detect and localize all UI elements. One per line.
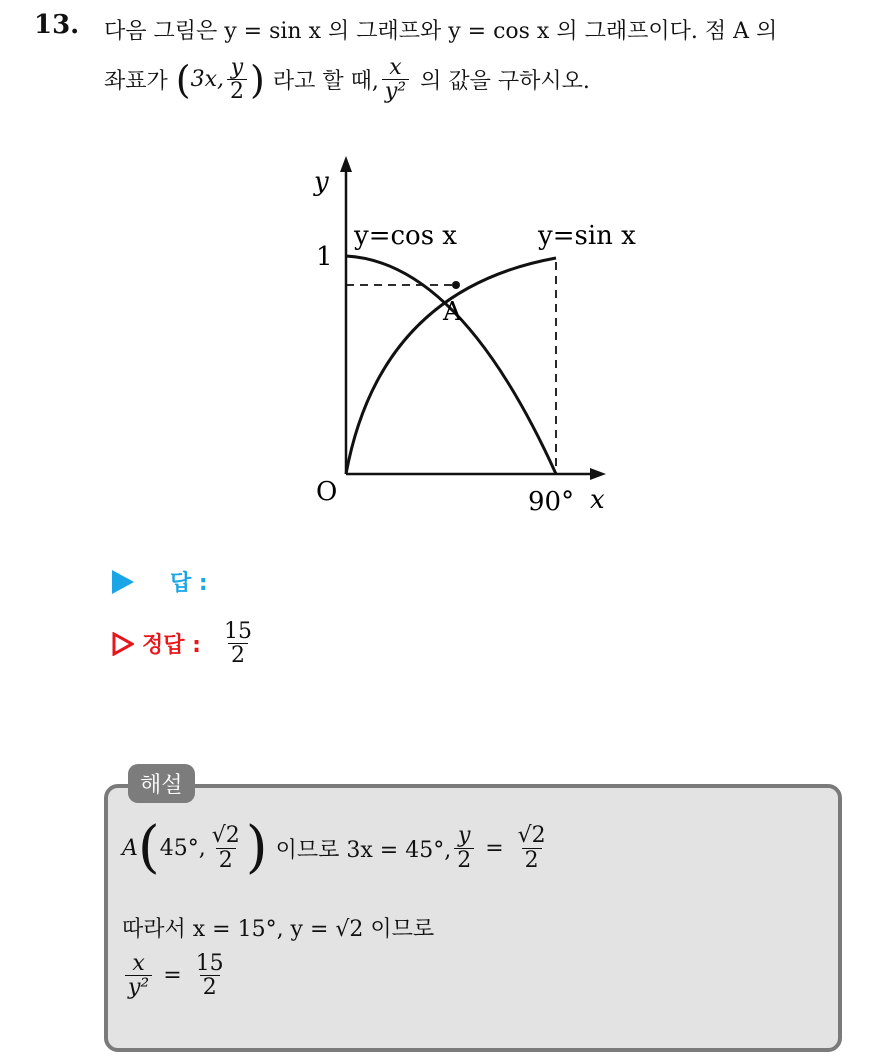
origin-label: O <box>316 477 338 507</box>
open-paren: ( <box>175 57 191 102</box>
coord-x: 3x, <box>190 67 224 93</box>
sol-open-paren: ( <box>137 815 160 880</box>
x-axis-arrow <box>590 468 606 480</box>
sol-y-num: y <box>457 823 471 849</box>
sol-point-a: A <box>122 835 138 861</box>
sol-final-rhs <box>193 952 227 999</box>
ratio-den: y² <box>382 79 409 103</box>
point-a-label: A <box>443 297 462 327</box>
sol-final-lhs-den: y² <box>125 975 152 999</box>
y-axis-arrow <box>340 156 352 172</box>
answer-label: 답 : <box>170 571 208 596</box>
coord-y-num: y <box>230 55 244 80</box>
close-paren: ) <box>250 57 265 102</box>
sin-curve <box>346 258 556 474</box>
sol-root-fraction <box>209 824 243 871</box>
one-label: 1 <box>316 242 333 272</box>
sol-line1-text: 이므로 3x = 45°, <box>275 837 452 863</box>
sol-rhs-num: √2 <box>517 823 546 849</box>
question-suffix: 의 값을 구하시오. <box>420 69 590 95</box>
solution-tab: 해설 <box>128 764 195 803</box>
solution-line-2: 따라서 x = 15°, y = √2 이므로 <box>122 917 435 942</box>
sin-label: y=sin x <box>538 221 636 251</box>
sol-final-rhs-den: 2 <box>200 975 220 999</box>
sol-y-den: 2 <box>454 848 474 872</box>
point-a-marker <box>452 281 460 289</box>
question-prefix: 좌표가 <box>104 69 168 95</box>
sol-equals-2: = <box>163 963 182 989</box>
correct-answer-label: 정답 : <box>142 633 201 659</box>
sol-final-rhs-num: 15 <box>195 951 224 976</box>
ratio-num: x <box>389 55 402 80</box>
sol-y-fraction <box>454 824 474 871</box>
sol-final-lhs-num: x <box>132 951 145 976</box>
correct-answer-num: 15 <box>223 619 252 644</box>
solution-line-3 <box>122 952 230 999</box>
correct-answer-value <box>221 620 255 667</box>
sol-root-num: √2 <box>211 823 240 849</box>
question-line-1: 다음 그림은 y = sin x 의 그래프와 y = cos x 의 그래프이다. 점 A 의 <box>104 19 778 44</box>
sol-root-den: 2 <box>216 848 236 872</box>
sol-deg: 45°, <box>159 835 206 861</box>
cos-curve <box>346 256 556 474</box>
sol-equals-1: = <box>485 835 504 861</box>
y-axis-label: y <box>314 167 329 197</box>
question-number: 13. <box>34 10 80 40</box>
sol-rhs-den: 2 <box>522 848 542 872</box>
outline-triangle-icon <box>112 632 134 656</box>
ninety-degree-label: 90° <box>528 487 575 517</box>
question-mid: 라고 할 때, <box>272 69 379 95</box>
sol-close-paren: ) <box>245 815 268 880</box>
sol-rhs-fraction <box>515 824 549 871</box>
correct-answer-row <box>112 620 258 667</box>
correct-answer-den: 2 <box>228 643 248 667</box>
cos-label: y=cos x <box>354 221 457 251</box>
sol-final-lhs <box>125 952 152 999</box>
solution-line-1 <box>122 815 552 880</box>
play-triangle-icon <box>112 570 134 594</box>
x-axis-label: x <box>590 485 605 515</box>
coord-y-den: 2 <box>227 79 247 103</box>
answer-row <box>112 566 208 597</box>
